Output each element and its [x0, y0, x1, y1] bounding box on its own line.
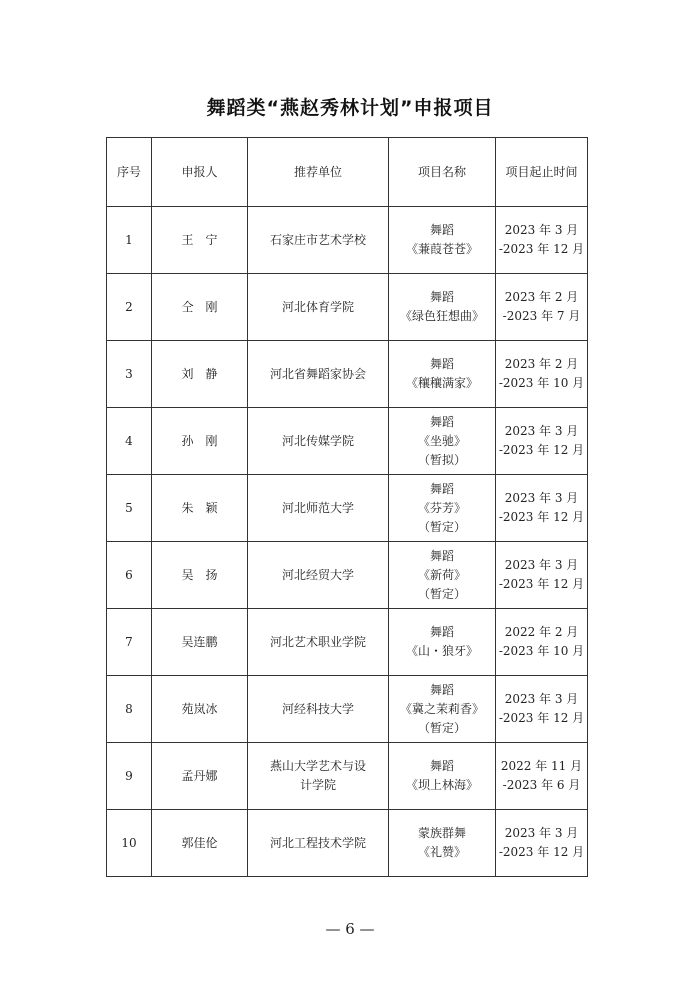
cell-period — [496, 609, 588, 676]
cell-period-line: 2022 年 11 月 — [500, 759, 583, 773]
cell-applicant: 吴 扬 — [152, 542, 248, 609]
cell-period-line: 2023 年 3 月 — [504, 692, 579, 706]
cell-project — [389, 341, 496, 408]
cell-project — [389, 542, 496, 609]
table-header-row — [107, 138, 588, 207]
header-period: 项目起止时间 — [496, 138, 588, 207]
cell-period — [496, 676, 588, 743]
cell-project-line: 《坐驰》 — [417, 433, 466, 448]
cell-project-line: 舞蹈 — [429, 625, 454, 639]
cell-period-line: 2023 年 3 月 — [504, 491, 579, 505]
cell-period-line: -2023 年 12 月 — [498, 577, 585, 591]
table-row — [107, 475, 588, 542]
cell-project-line: 舞蹈 — [429, 290, 454, 304]
cell-project — [389, 475, 496, 542]
cell-unit-line: 河北艺术职业学院 — [269, 634, 366, 649]
cell-applicant: 王 宁 — [152, 207, 248, 274]
cell-applicant: 朱 颖 — [152, 475, 248, 542]
cell-project-line: 蒙族群舞 — [417, 826, 466, 840]
page-number: — 6 — — [325, 920, 375, 938]
cell-project-line: 《芬芳》 — [417, 500, 466, 515]
cell-no: 7 — [107, 609, 152, 676]
cell-period-line: -2023 年 6 月 — [502, 778, 581, 792]
cell-project — [389, 743, 496, 810]
cell-period-line: 2023 年 3 月 — [504, 223, 579, 237]
cell-period-line: -2023 年 10 月 — [498, 644, 585, 658]
table-row — [107, 810, 588, 877]
header-project: 项目名称 — [389, 138, 496, 207]
cell-unit-line: 石家庄市艺术学校 — [269, 232, 366, 247]
cell-no: 4 — [107, 408, 152, 475]
cell-project-line: 《礼赞》 — [417, 845, 466, 859]
cell-period — [496, 810, 588, 877]
cell-period — [496, 542, 588, 609]
cell-unit-line: 河北传媒学院 — [281, 433, 354, 448]
cell-period-line: -2023 年 10 月 — [498, 376, 585, 390]
cell-period — [496, 341, 588, 408]
table-row — [107, 207, 588, 274]
cell-project — [389, 676, 496, 743]
cell-unit — [248, 676, 389, 743]
cell-no: 5 — [107, 475, 152, 542]
cell-period — [496, 743, 588, 810]
cell-period-line: 2023 年 3 月 — [504, 424, 579, 438]
cell-unit-line: 河北省舞蹈家协会 — [269, 366, 366, 381]
cell-project — [389, 408, 496, 475]
cell-project-line: 舞蹈 — [429, 223, 454, 237]
cell-project — [389, 274, 496, 341]
cell-applicant: 吴连鹏 — [152, 609, 248, 676]
cell-unit — [248, 609, 389, 676]
cell-unit-line: 河北经贸大学 — [281, 567, 354, 582]
cell-project-line: 《冀之茉莉香》 — [399, 701, 484, 716]
header-applicant: 申报人 — [152, 138, 248, 207]
table-row — [107, 743, 588, 810]
cell-period-line: 2023 年 3 月 — [504, 826, 579, 840]
cell-project-line: 《绿色狂想曲》 — [399, 309, 484, 323]
cell-period-line: -2023 年 7 月 — [502, 309, 581, 323]
cell-period — [496, 274, 588, 341]
application-table — [106, 137, 588, 877]
table-body — [107, 207, 588, 877]
cell-project-line: （暂拟） — [417, 452, 466, 467]
cell-applicant: 仝 刚 — [152, 274, 248, 341]
cell-applicant: 孙 刚 — [152, 408, 248, 475]
cell-applicant: 苑岚冰 — [152, 676, 248, 743]
table-row — [107, 609, 588, 676]
table-row — [107, 341, 588, 408]
cell-unit-line: 河北工程技术学院 — [269, 835, 366, 850]
cell-period — [496, 408, 588, 475]
header-unit: 推荐单位 — [248, 138, 389, 207]
cell-unit — [248, 274, 389, 341]
cell-unit-line: 河北体育学院 — [281, 299, 354, 314]
cell-unit-line: 河经科技大学 — [281, 701, 354, 716]
cell-period-line: -2023 年 12 月 — [498, 510, 585, 524]
cell-project — [389, 810, 496, 877]
header-no: 序号 — [107, 138, 152, 207]
cell-period-line: -2023 年 12 月 — [498, 242, 585, 256]
cell-applicant: 郭佳伦 — [152, 810, 248, 877]
table-row — [107, 408, 588, 475]
cell-no: 3 — [107, 341, 152, 408]
cell-project-line: 舞蹈 — [429, 548, 454, 563]
cell-project-line: 舞蹈 — [429, 759, 454, 773]
cell-period — [496, 207, 588, 274]
table-row — [107, 676, 588, 743]
cell-period-line: -2023 年 12 月 — [498, 711, 585, 725]
cell-project-line: 舞蹈 — [429, 682, 454, 697]
cell-applicant: 刘 静 — [152, 341, 248, 408]
table-row — [107, 274, 588, 341]
cell-project — [389, 609, 496, 676]
cell-period-line: -2023 年 12 月 — [498, 443, 585, 457]
cell-unit — [248, 475, 389, 542]
cell-period — [496, 475, 588, 542]
page-title: 舞蹈类“燕赵秀林计划”申报项目 — [206, 97, 494, 119]
cell-project-line: 《蒹葭苍苍》 — [405, 242, 478, 256]
cell-project-line: （暂定） — [417, 720, 466, 735]
cell-project — [389, 207, 496, 274]
cell-no: 6 — [107, 542, 152, 609]
cell-no: 1 — [107, 207, 152, 274]
cell-period-line: 2023 年 3 月 — [504, 558, 579, 572]
cell-project-line: 《新荷》 — [417, 567, 466, 582]
cell-unit — [248, 810, 389, 877]
cell-project-line: 舞蹈 — [429, 357, 454, 371]
cell-no: 9 — [107, 743, 152, 810]
cell-project-line: （暂定） — [417, 586, 466, 601]
cell-project-line: 《坝上林海》 — [405, 778, 478, 792]
cell-project-line: 《穰穰满家》 — [405, 376, 478, 390]
table-row — [107, 542, 588, 609]
cell-period-line: 2022 年 2 月 — [504, 625, 579, 639]
cell-period-line: 2023 年 2 月 — [504, 357, 579, 371]
cell-period-line: 2023 年 2 月 — [504, 290, 579, 304]
cell-project-line: 舞蹈 — [429, 481, 454, 496]
cell-no: 10 — [107, 810, 152, 877]
cell-no: 2 — [107, 274, 152, 341]
cell-unit-line: 燕山大学艺术与设 — [269, 759, 366, 773]
cell-unit — [248, 542, 389, 609]
cell-project-line: 舞蹈 — [429, 414, 454, 429]
cell-applicant: 孟丹娜 — [152, 743, 248, 810]
cell-unit — [248, 408, 389, 475]
cell-unit — [248, 743, 389, 810]
cell-project-line: （暂定） — [417, 519, 466, 534]
cell-project-line: 《山・狼牙》 — [405, 644, 478, 658]
cell-unit — [248, 341, 389, 408]
cell-unit-line: 计学院 — [299, 778, 336, 792]
cell-unit — [248, 207, 389, 274]
cell-period-line: -2023 年 12 月 — [498, 845, 585, 859]
cell-unit-line: 河北师范大学 — [281, 500, 354, 515]
cell-no: 8 — [107, 676, 152, 743]
